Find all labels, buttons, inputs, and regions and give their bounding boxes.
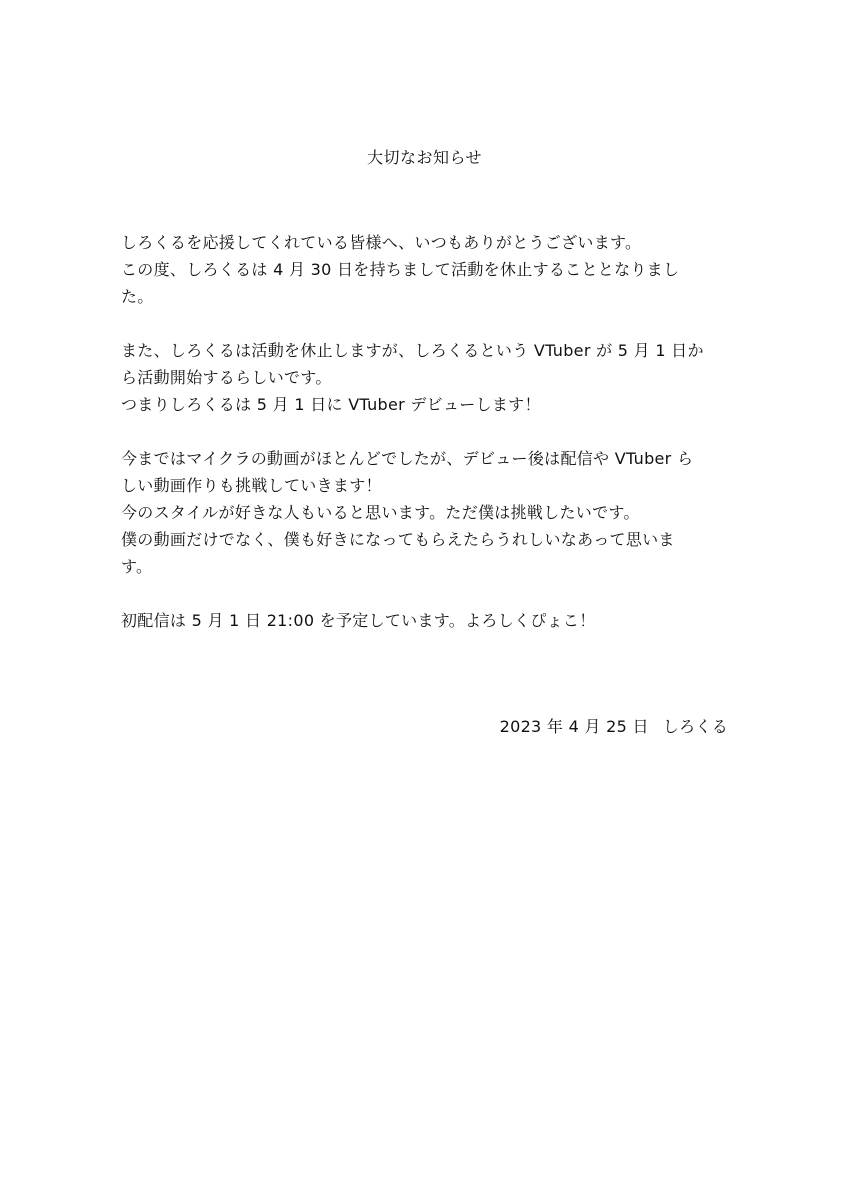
document-body [121, 229, 733, 661]
paragraph-plans [121, 445, 733, 580]
signature-name: しろくる [662, 717, 728, 736]
text-line: 僕の動画だけでなく、僕も好きになってもらえたらうれしいなあって思いま [121, 530, 675, 549]
text-line: す。 [121, 557, 153, 576]
text-line: この度、しろくるは 4 月 30 日を持ちまして活動を休止することとなりまし [121, 260, 680, 279]
text-line: しろくるを応援してくれている皆様へ、いつもありがとうございます。 [121, 233, 642, 252]
text-line: しい動画作りも挑戦していきます！ [121, 476, 382, 495]
signature [500, 716, 728, 738]
text-line: 今まではマイクラの動画がほとんどでしたが、デビュー後は配信や VTuber ら [121, 449, 694, 468]
text-line: また、しろくるは活動を休止しますが、しろくるという VTuber が 5 月 1 日か [121, 341, 704, 360]
paragraph-first-stream [121, 607, 733, 634]
text-line: 初配信は 5 月 1 日 21:00 を予定しています。よろしくぴょこ！ [121, 611, 596, 630]
text-line: 今のスタイルが好きな人もいると思います。ただ僕は挑戦したいです。 [121, 503, 640, 522]
document-title: 大切なお知らせ [366, 148, 483, 167]
paragraph-greeting [121, 229, 733, 310]
paragraph-vtuber-debut [121, 337, 733, 418]
text-line: ら活動開始するらしいです。 [121, 368, 332, 387]
text-line: た。 [121, 287, 154, 306]
signature-date: 2023 年 4 月 25 日 [499, 717, 649, 736]
text-line: つまりしろくるは 5 月 1 日に VTuber デビューします！ [121, 395, 541, 414]
